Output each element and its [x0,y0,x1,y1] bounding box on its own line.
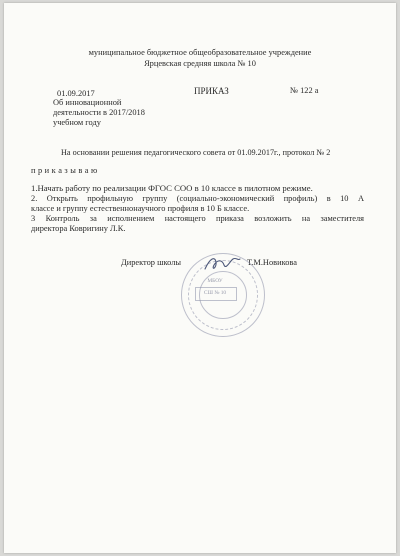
order-item-1: 1.Начать работу по реализации ФГОС СОО в 10 классе в пилотном режиме. [31,183,313,193]
order-item-3: 3 Контроль за исполнением настоящего приказа возложить на заместителя [31,214,364,223]
signature-position: Директор школы [121,258,182,267]
order-title: ПРИКАЗ [194,86,229,96]
order-date: 01.09.2017 [57,89,95,98]
document-page [4,3,396,553]
subject-line-3: учебном году [53,118,101,127]
stamp-line-2: СШ № 10 [203,290,227,296]
stamp-line-1: МБОУ [207,278,223,284]
order-item-2-continued: классе и группу естественнонаучного профиля в 10 Б классе. [31,204,250,213]
subject-line-2: деятельности в 2017/2018 [53,108,145,117]
order-item-2: 2. Открыть профильную группу (социально-экономический профиль) в 10 А [31,194,364,203]
order-number: № 122 а [290,86,319,95]
subject-line-1: Об инновационной [53,98,122,107]
basis-text: На основании решения педагогического совета от 01.09.2017г., протокол № 2 [61,148,331,157]
command-word: п р и к а з ы в а ю [31,166,98,175]
handwritten-signature [203,253,243,275]
organization-name: муниципальное бюджетное общеобразовательное учреждение [88,48,312,57]
signature-name: Т.М.Новикова [247,258,297,267]
order-item-3-continued: директора Ковригину Л.К. [31,224,126,233]
school-name: Ярцевская средняя школа № 10 [144,59,256,68]
